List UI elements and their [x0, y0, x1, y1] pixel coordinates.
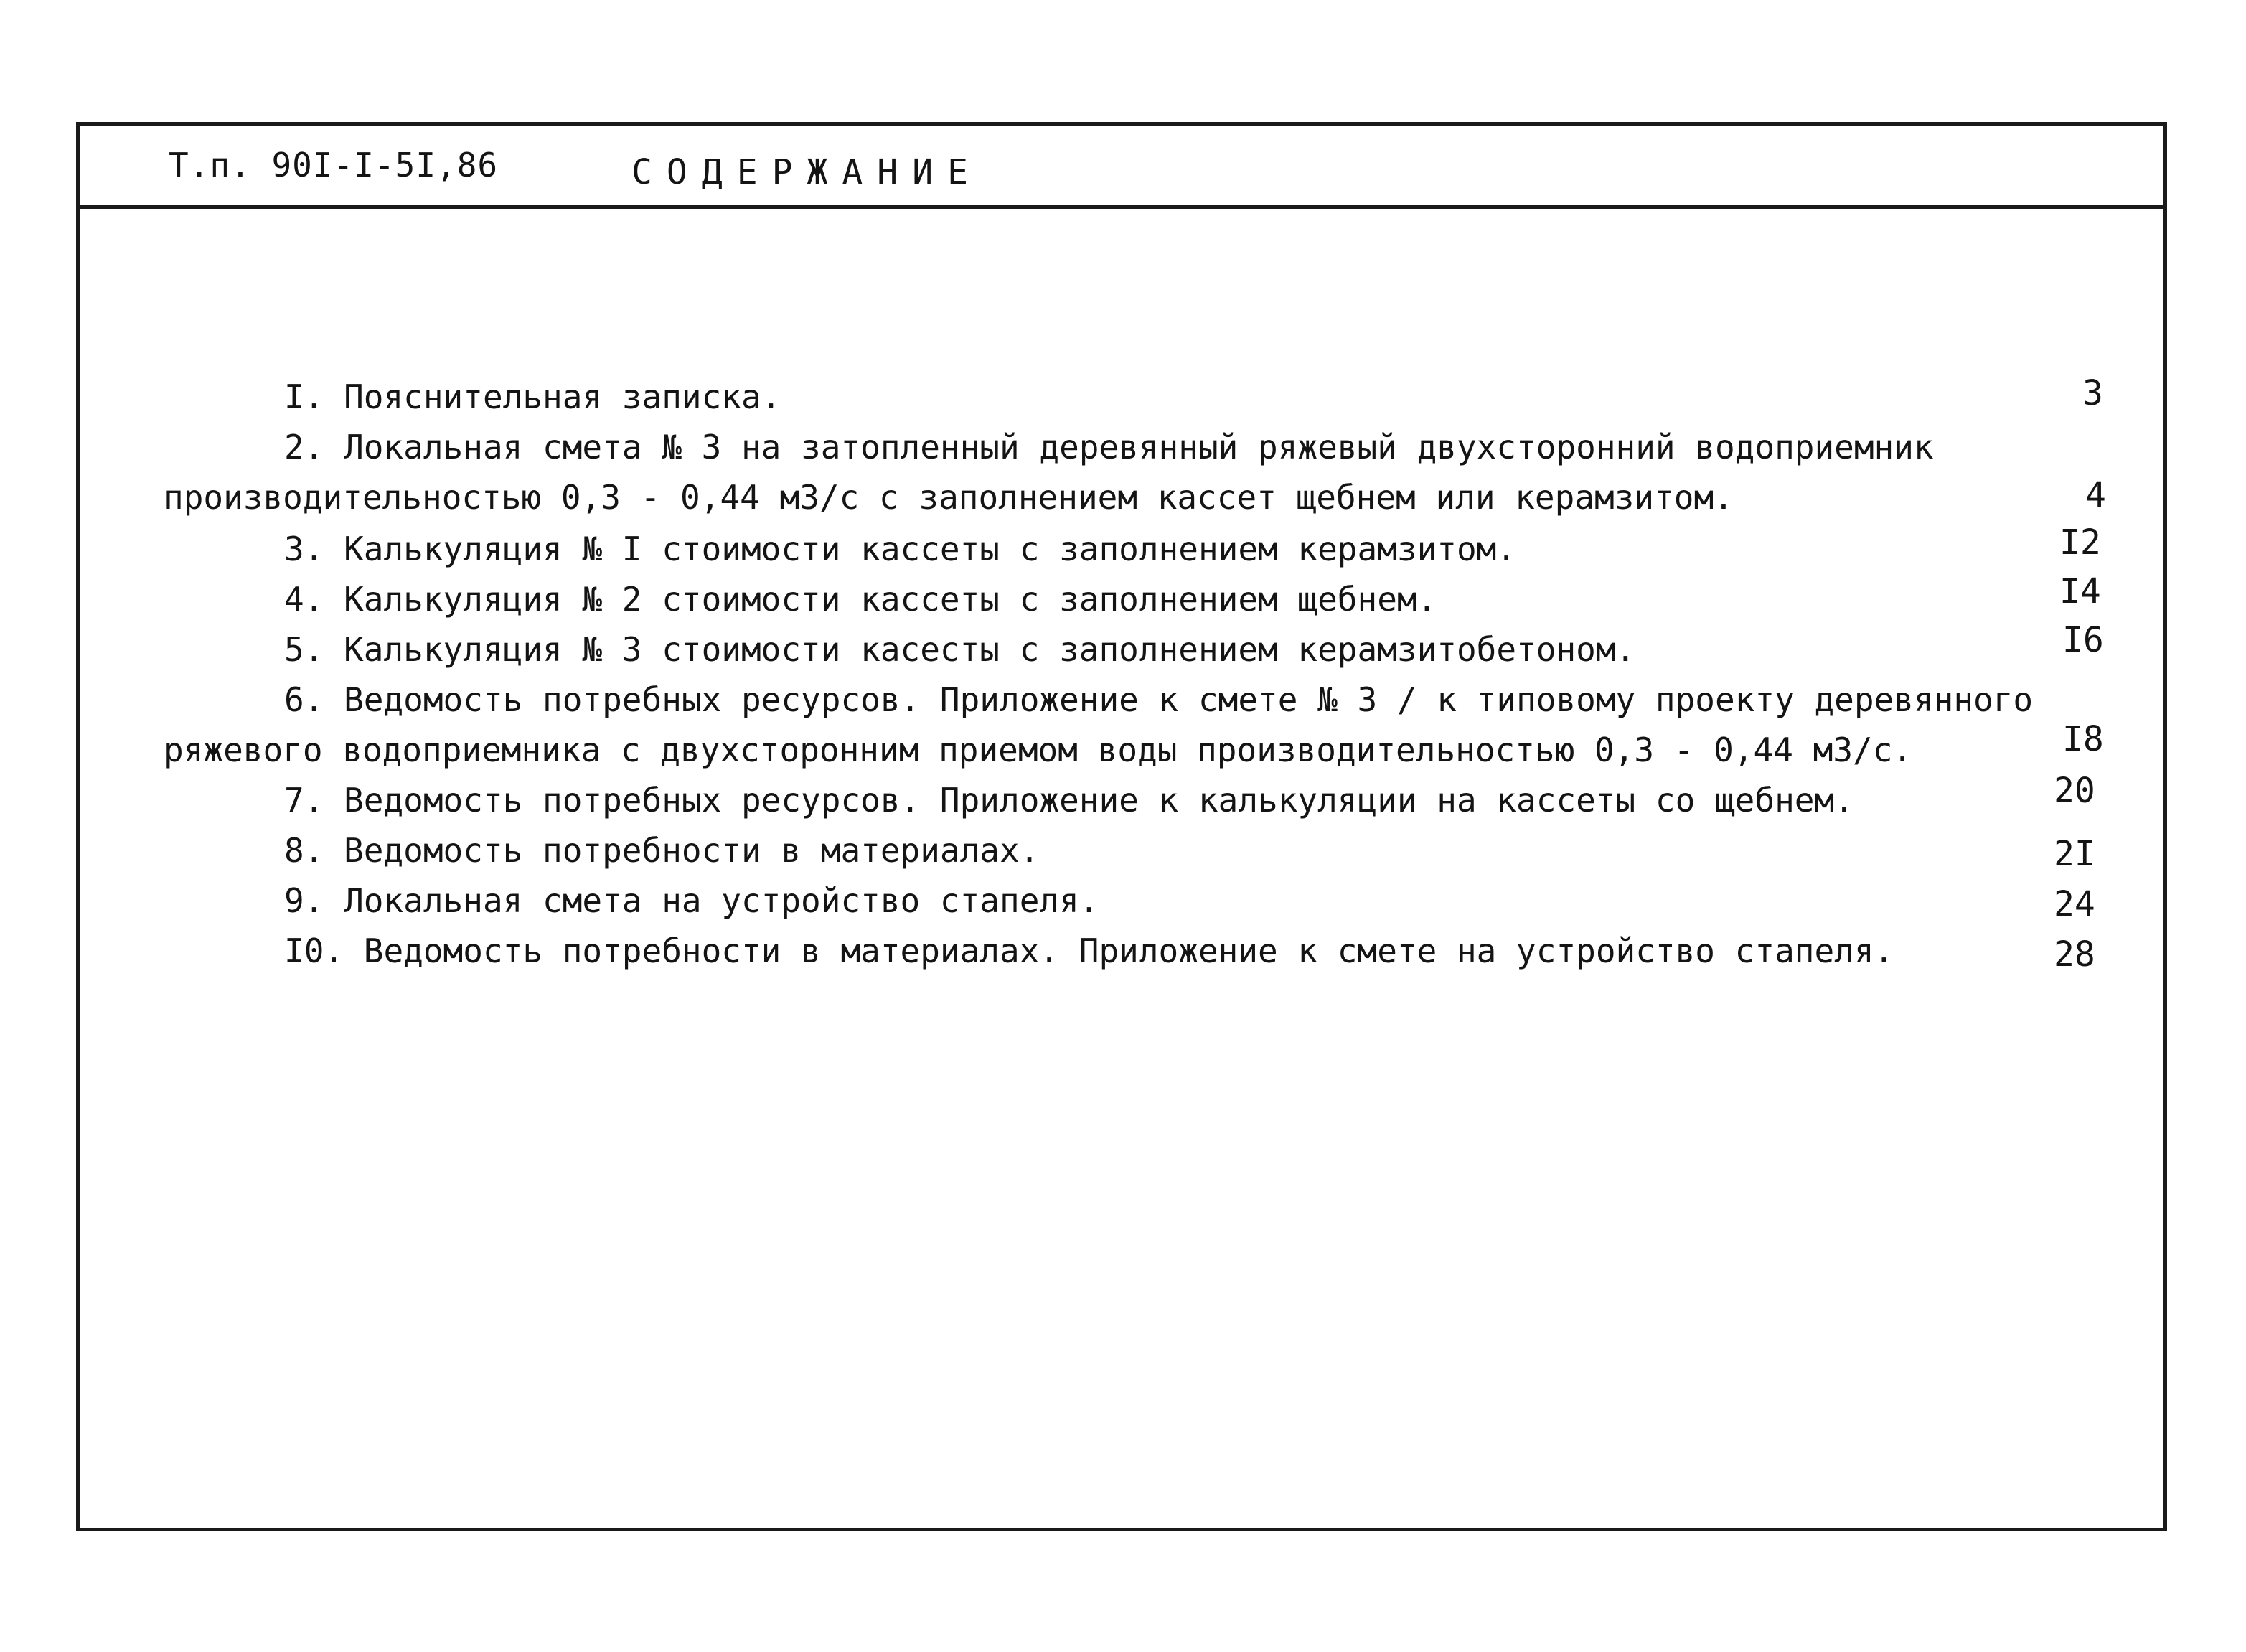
- toc-entry-6-line-1: 6. Ведомость потребных ресурсов. Приложение к смете № 3 / к типовому проекту деревянного: [284, 680, 2034, 719]
- page-title: СОДЕРЖАНИЕ: [631, 152, 982, 192]
- toc-entry-4-page: I4: [2059, 571, 2101, 611]
- toc-entry-8-line-1: 8. Ведомость потребности в материалах.: [284, 831, 1040, 870]
- toc-entry-2-page: 4: [2085, 475, 2106, 515]
- toc-entry-5-line-1: 5. Калькуляция № 3 стоимости касесты с заполнением керамзитобетоном.: [284, 630, 1636, 669]
- toc-entry-8-page: 2I: [2054, 834, 2095, 874]
- toc-entry-2-line-2: производительностью 0,3 - 0,44 м3/с с заполнением кассет щебнем или керамзитом.: [164, 478, 1734, 517]
- toc-entry-1-page: 3: [2082, 373, 2103, 413]
- toc-entry-4-line-1: 4. Калькуляция № 2 стоимости кассеты с заполнением щебнем.: [284, 580, 1437, 619]
- toc-entry-2-line-1: 2. Локальная смета № 3 на затопленный деревянный ряжевый двухсторонний водоприемник: [284, 428, 1934, 466]
- toc-entry-6-page: I8: [2062, 719, 2104, 759]
- toc-entry-10-line-1: I0. Ведомость потребности в материалах. Приложение к смете на устройство стапеля.: [284, 931, 1894, 970]
- toc-entry-9-page: 24: [2054, 884, 2095, 924]
- header-bar: [80, 126, 2163, 209]
- toc-entry-10-page: 28: [2054, 934, 2095, 975]
- toc-entry-7-line-1: 7. Ведомость потребных ресурсов. Приложение к калькуляции на кассеты со щебнем.: [284, 781, 1854, 820]
- toc-entry-7-page: 20: [2054, 771, 2095, 811]
- toc-entry-6-line-2: ряжевого водоприемника с двухсторонним приемом воды производительностью 0,3 - 0,44 м3/с.: [164, 731, 1913, 769]
- toc-entry-3-page: I2: [2059, 522, 2101, 563]
- toc-entry-1-line-1: I. Пояснительная записка.: [284, 377, 781, 416]
- toc-entry-5-page: I6: [2062, 620, 2104, 660]
- toc-entry-9-line-1: 9. Локальная смета на устройство стапеля.: [284, 881, 1099, 920]
- document-frame: [76, 122, 2167, 1531]
- document-code: Т.п. 90I-I-5I,86: [169, 146, 499, 184]
- toc-entry-3-line-1: 3. Калькуляция № I стоимости кассеты с заполнением керамзитом.: [284, 530, 1517, 568]
